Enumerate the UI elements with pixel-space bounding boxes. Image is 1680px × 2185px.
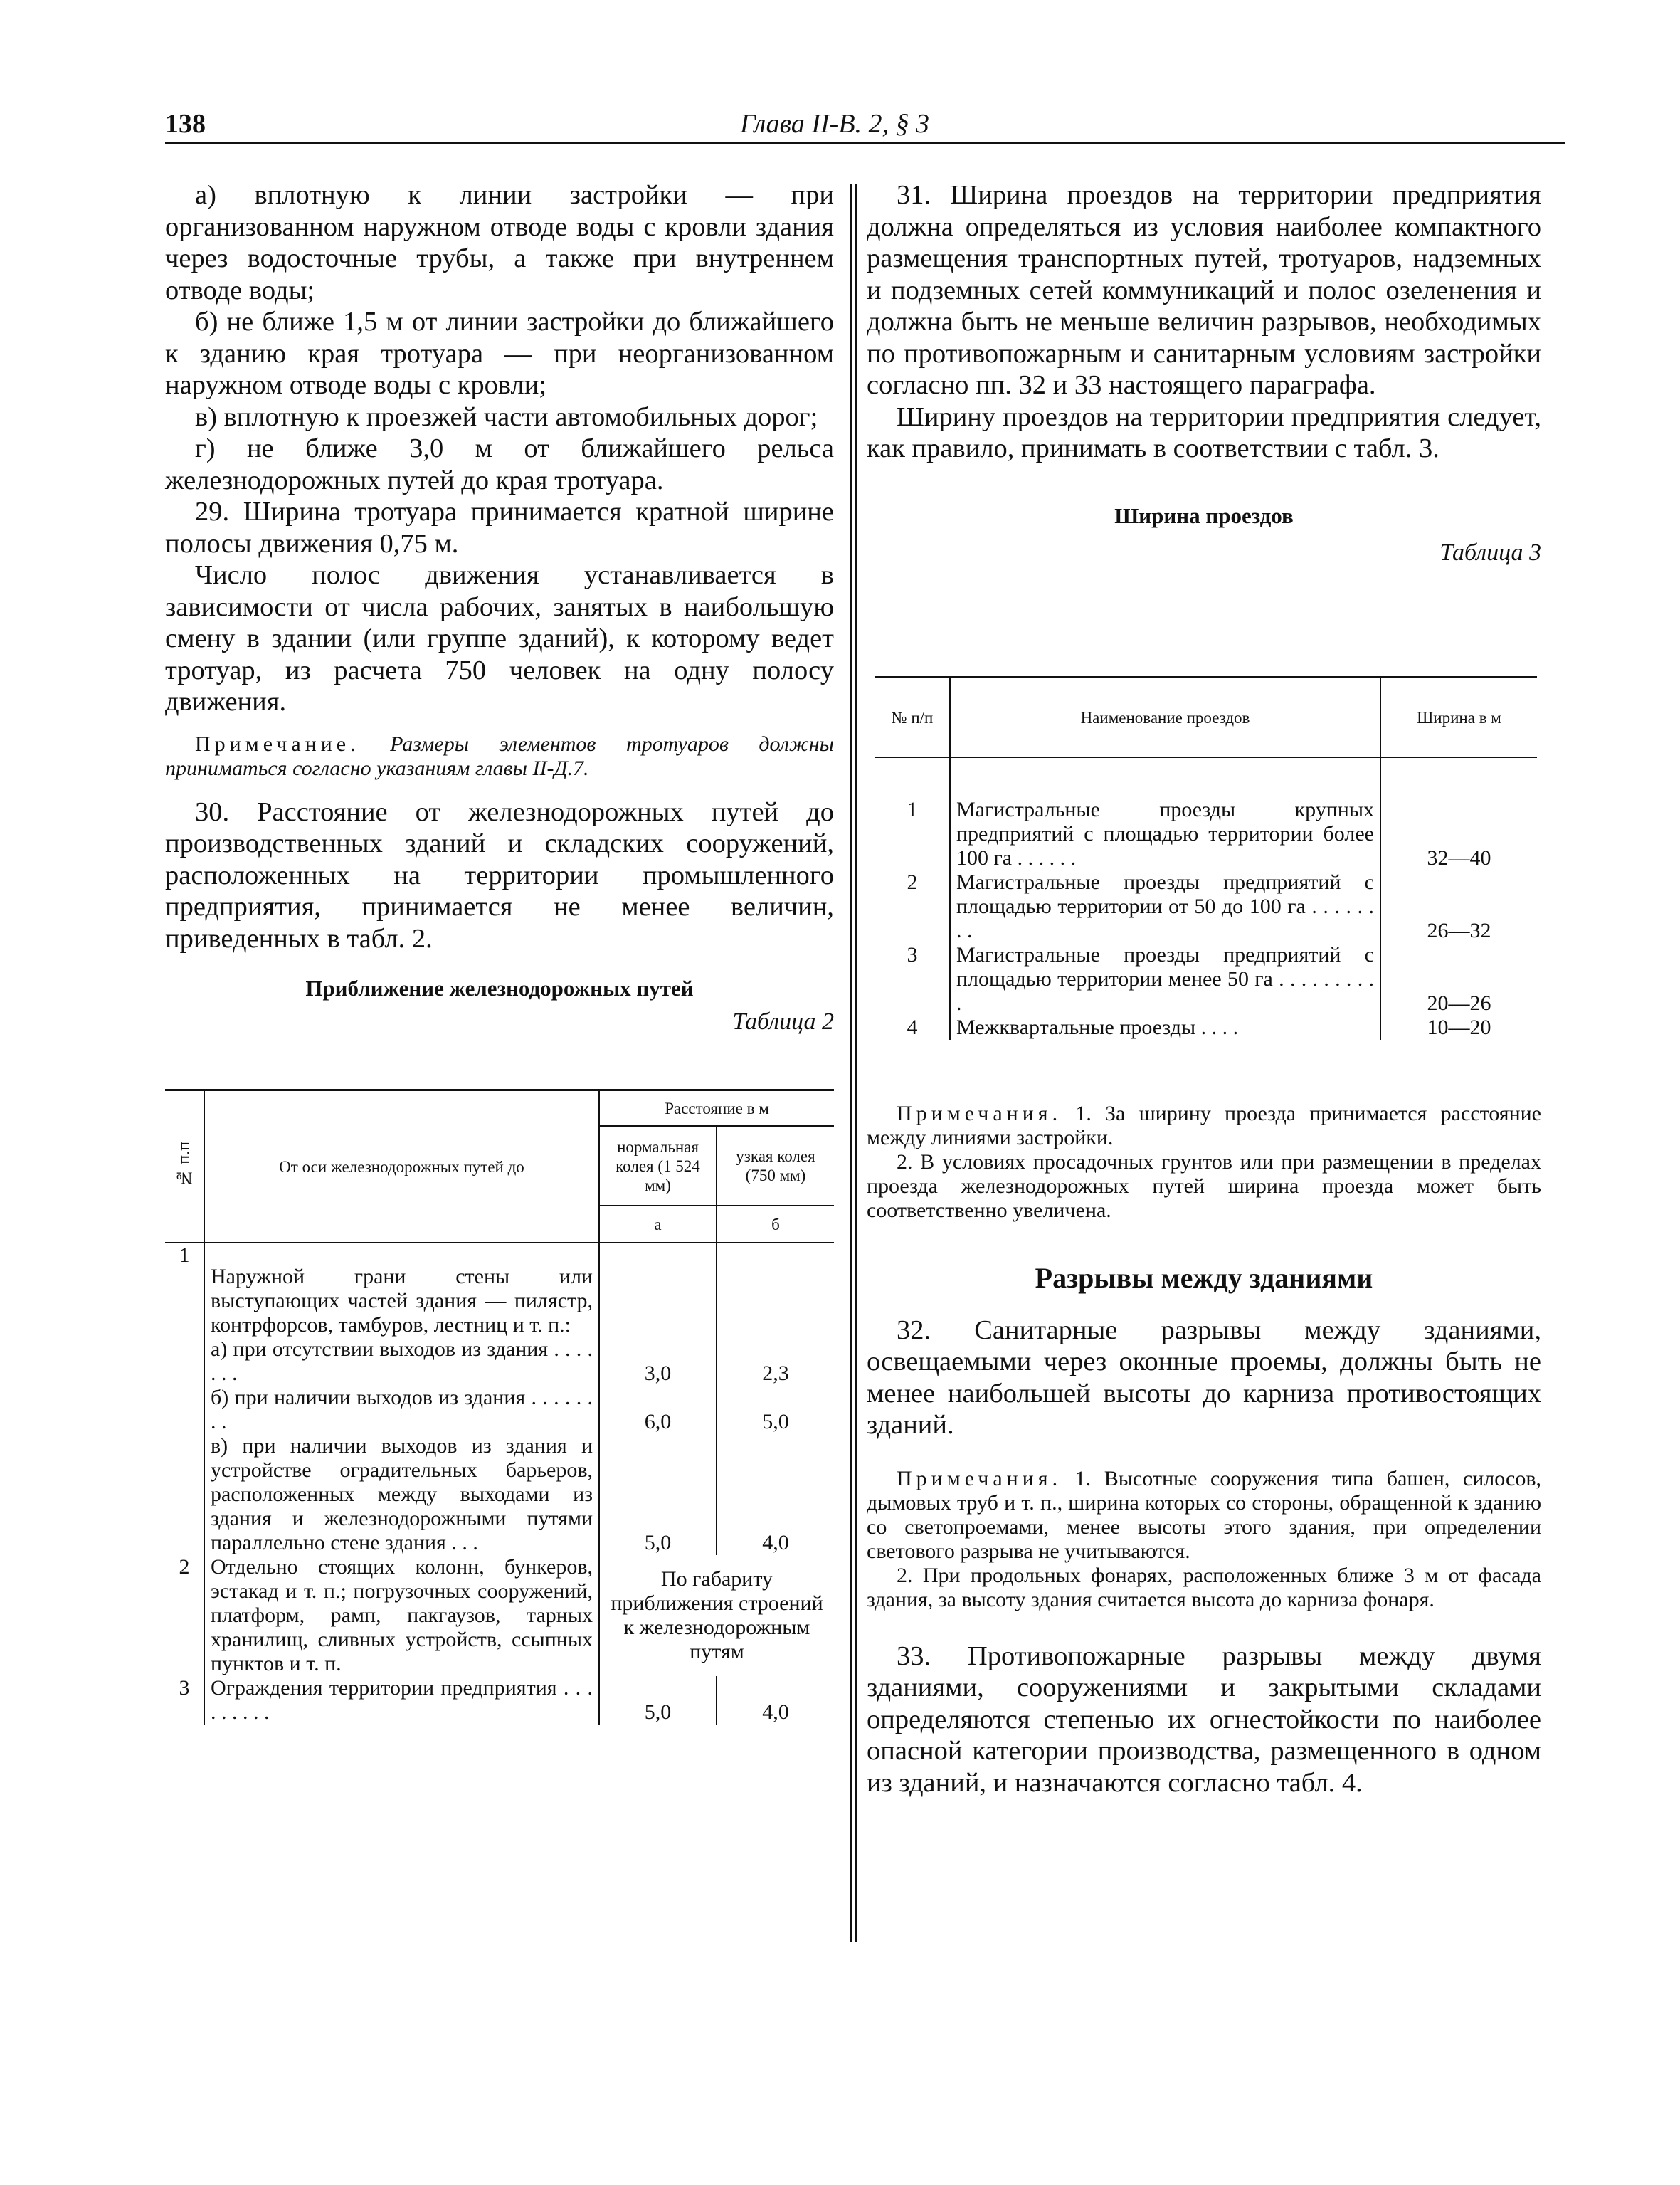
note-text: 1. Высотные сооружения типа башен, силосов, дымовых труб и т. п., ширина которых со стороны, обращенной к зданию со светопроемами, менее высоты этого здания, при определении светового разрыва не учитываются. xyxy=(867,1466,1541,1563)
paragraph: б) не ближе 1,5 м от линии застройки до ближайшего к зданию края тротуара — при неорганизованном наружном отводе воды с кровли; xyxy=(165,307,834,400)
note-text: 2. В условиях просадочных грунтов или при размещении в пределах проезда железнодорожных путей ширина проезда может быть соответственно увеличена. xyxy=(867,1150,1541,1222)
table-header-narrow-gauge: узкая колея (750 мм) xyxy=(717,1126,834,1206)
row-number: 2 xyxy=(907,870,918,894)
table-row xyxy=(875,1016,1537,1040)
row-text: Отдельно стоящих колонн, бункеров, эстакад и т. п.; погрузочных сооружений, платформ, рамп, пакгаузов, тарных хранилищ, сливных устройств, ссыпных пунктов и т. п. xyxy=(204,1555,599,1676)
row-value-b: 5,0 xyxy=(717,1386,834,1434)
paragraph: в) вплотную к проезжей части автомобильных дорог; xyxy=(195,401,818,432)
table-header-a: а xyxy=(599,1206,717,1243)
table-row xyxy=(165,1676,834,1725)
paragraph: Число полос движения устанавливается в зависимости от числа рабочих, занятых в наибольшую смену в здании (или группе зданий), к которому ведет тротуар, из расчета 750 человек на одну полосу движения. xyxy=(165,560,834,717)
right-column-lower xyxy=(867,1102,1541,1799)
row-value-a xyxy=(599,1243,717,1337)
table-header-from: От оси железнодорожных путей до xyxy=(204,1090,599,1243)
table3-number: Таблица 3 xyxy=(1439,539,1541,566)
note-label: Примечания. xyxy=(897,1466,1062,1490)
row-width: 32—40 xyxy=(1380,757,1537,870)
row-value-a: 3,0 xyxy=(599,1337,717,1386)
table-row xyxy=(165,1555,834,1676)
table2-title: Приближение железнодорожных путей xyxy=(305,976,694,1001)
section-title: Разрывы между зданиями xyxy=(1035,1262,1373,1294)
row-text: Межквартальные проезды . . . . xyxy=(950,1016,1380,1040)
page-number: 138 xyxy=(165,109,206,139)
table-header-name: Наименование проездов xyxy=(950,678,1380,758)
row-number: 1 xyxy=(179,1243,190,1267)
row-text: Магистральные проезды предприятий с площадью территории от 50 до 100 га . . . . . . . . xyxy=(950,870,1380,943)
note-text: 2. При продольных фонарях, расположенных ближе 3 м от фасада здания, за высоту здания считается высота до карниза фонаря. xyxy=(867,1563,1541,1611)
table-row xyxy=(165,1243,834,1337)
row-text: Наружной грани стены или выступающих частей здания — пилястр, контрфорсов, тамбуров, лестниц и т. п.: xyxy=(204,1243,599,1337)
row-text: Магистральные проезды крупных предприятий с площадью территории более 100 га . . . . . . xyxy=(950,757,1380,870)
table-header-normal-gauge: нормальная колея (1 524 мм) xyxy=(599,1126,717,1206)
table-row xyxy=(165,1386,834,1434)
table2-number: Таблица 2 xyxy=(732,1008,834,1035)
chapter-heading: Глава II-В. 2, § 3 xyxy=(740,109,930,139)
paragraph: 30. Расстояние от железнодорожных путей до производственных зданий и складских сооружений, расположенных на территории промышленного предприятия, принимается не менее величин, приведенных в табл. 2. xyxy=(165,796,834,954)
row-number: 4 xyxy=(907,1016,918,1039)
row-text: Ограждения территории предприятия . . . . . . . . . xyxy=(204,1676,599,1725)
row-value-a: 5,0 xyxy=(599,1434,717,1555)
row-number xyxy=(165,1337,204,1386)
row-value-a: 5,0 xyxy=(599,1676,717,1725)
note-label: Примечание. xyxy=(195,732,360,756)
note xyxy=(165,732,834,781)
row-number xyxy=(165,1434,204,1555)
paragraph: Ширину проездов на территории предприятия следует, как правило, принимать в соответствии с табл. 3. xyxy=(867,401,1541,463)
row-text: в) при наличии выходов из здания и устройстве оградительных барьеров, расположенных между выходами из здания и железнодорожными путями параллельно стене здания . . . xyxy=(204,1434,599,1555)
table3-title: Ширина проездов xyxy=(1114,502,1294,528)
paragraph: 33. Противопожарные разрывы между двумя зданиями, сооружениями и закрытыми складами определяются степенью их огнестойкости по наиболее опасной категории производства, размещенного в одном из зданий, и назначаются согласно табл. 4. xyxy=(867,1641,1541,1798)
paragraph: а) вплотную к линии застройки — при организованном наружном отводе воды с кровли здания через водосточные трубы, а также при внутреннем отводе воды; xyxy=(165,180,834,305)
row-width: 10—20 xyxy=(1380,1016,1537,1040)
table-header-distance: Расстояние в м xyxy=(599,1090,834,1127)
note-text: 1. За ширину проезда принимается расстояние между линиями застройки. xyxy=(867,1102,1541,1149)
table-row xyxy=(875,943,1537,1016)
note xyxy=(867,1102,1541,1150)
paragraph: 32. Санитарные разрывы между зданиями, освещаемыми через оконные проемы, должны быть не менее наибольшей высоты до карниза противостоящих зданий. xyxy=(867,1315,1541,1440)
table-2 xyxy=(165,1089,834,1725)
row-value-b: 4,0 xyxy=(717,1676,834,1725)
row-value-a: 6,0 xyxy=(599,1386,717,1434)
table-header-width: Ширина в м xyxy=(1380,678,1537,758)
row-width: 20—26 xyxy=(1380,943,1537,1016)
row-value-b xyxy=(717,1243,834,1337)
row-number: 3 xyxy=(179,1676,190,1700)
table-row xyxy=(165,1337,834,1386)
table-row xyxy=(875,870,1537,943)
paragraph: 31. Ширина проездов на территории предприятия должна определяться из условия наиболее компактного размещения транспортных путей, тротуаров, надземных и подземных сетей коммуникаций и полос озеленения и должна быть не меньше величин разрывов, необходимых по противопожарным и санитарным условиям застройки согласно пп. 32 и 33 настоящего параграфа. xyxy=(867,180,1541,400)
paragraph: 29. Ширина тротуара принимается кратной ширине полосы движения 0,75 м. xyxy=(165,497,834,559)
table-row xyxy=(875,757,1537,870)
note-label: Примечания. xyxy=(897,1102,1062,1125)
row-number: 1 xyxy=(907,798,918,821)
table-row xyxy=(165,1434,834,1555)
row-width: 26—32 xyxy=(1380,870,1537,943)
column-rule xyxy=(850,184,852,1942)
row-number xyxy=(165,1386,204,1434)
table-3 xyxy=(875,676,1537,1040)
note xyxy=(867,1467,1541,1564)
table-header-b: б xyxy=(717,1206,834,1243)
row-value-merged: По габариту приближения строений к железнодорожным путям xyxy=(599,1555,834,1676)
row-text: а) при отсутствии выходов из здания . . . . . . . xyxy=(204,1337,599,1386)
right-column xyxy=(867,179,1541,569)
column-rule xyxy=(855,184,857,1942)
row-value-b: 4,0 xyxy=(717,1434,834,1555)
paragraph: г) не ближе 3,0 м от ближайшего рельса железнодорожных путей до края тротуара. xyxy=(165,433,834,495)
row-value-b: 2,3 xyxy=(717,1337,834,1386)
row-number: 2 xyxy=(179,1555,190,1579)
row-text: Магистральные проезды предприятий с площадью территории менее 50 га . . . . . . . . . . xyxy=(950,943,1380,1016)
table-header-num: № п/п xyxy=(875,678,950,758)
left-column xyxy=(165,179,834,1038)
table-header-num: № п.п xyxy=(165,1090,204,1243)
note-text: Размеры элементов тротуаров должны приниматься согласно указаниям главы II-Д.7. xyxy=(165,732,834,780)
row-text: б) при наличии выходов из здания . . . . . . . . xyxy=(204,1386,599,1434)
row-number: 3 xyxy=(907,943,918,967)
header-rule xyxy=(165,142,1565,144)
